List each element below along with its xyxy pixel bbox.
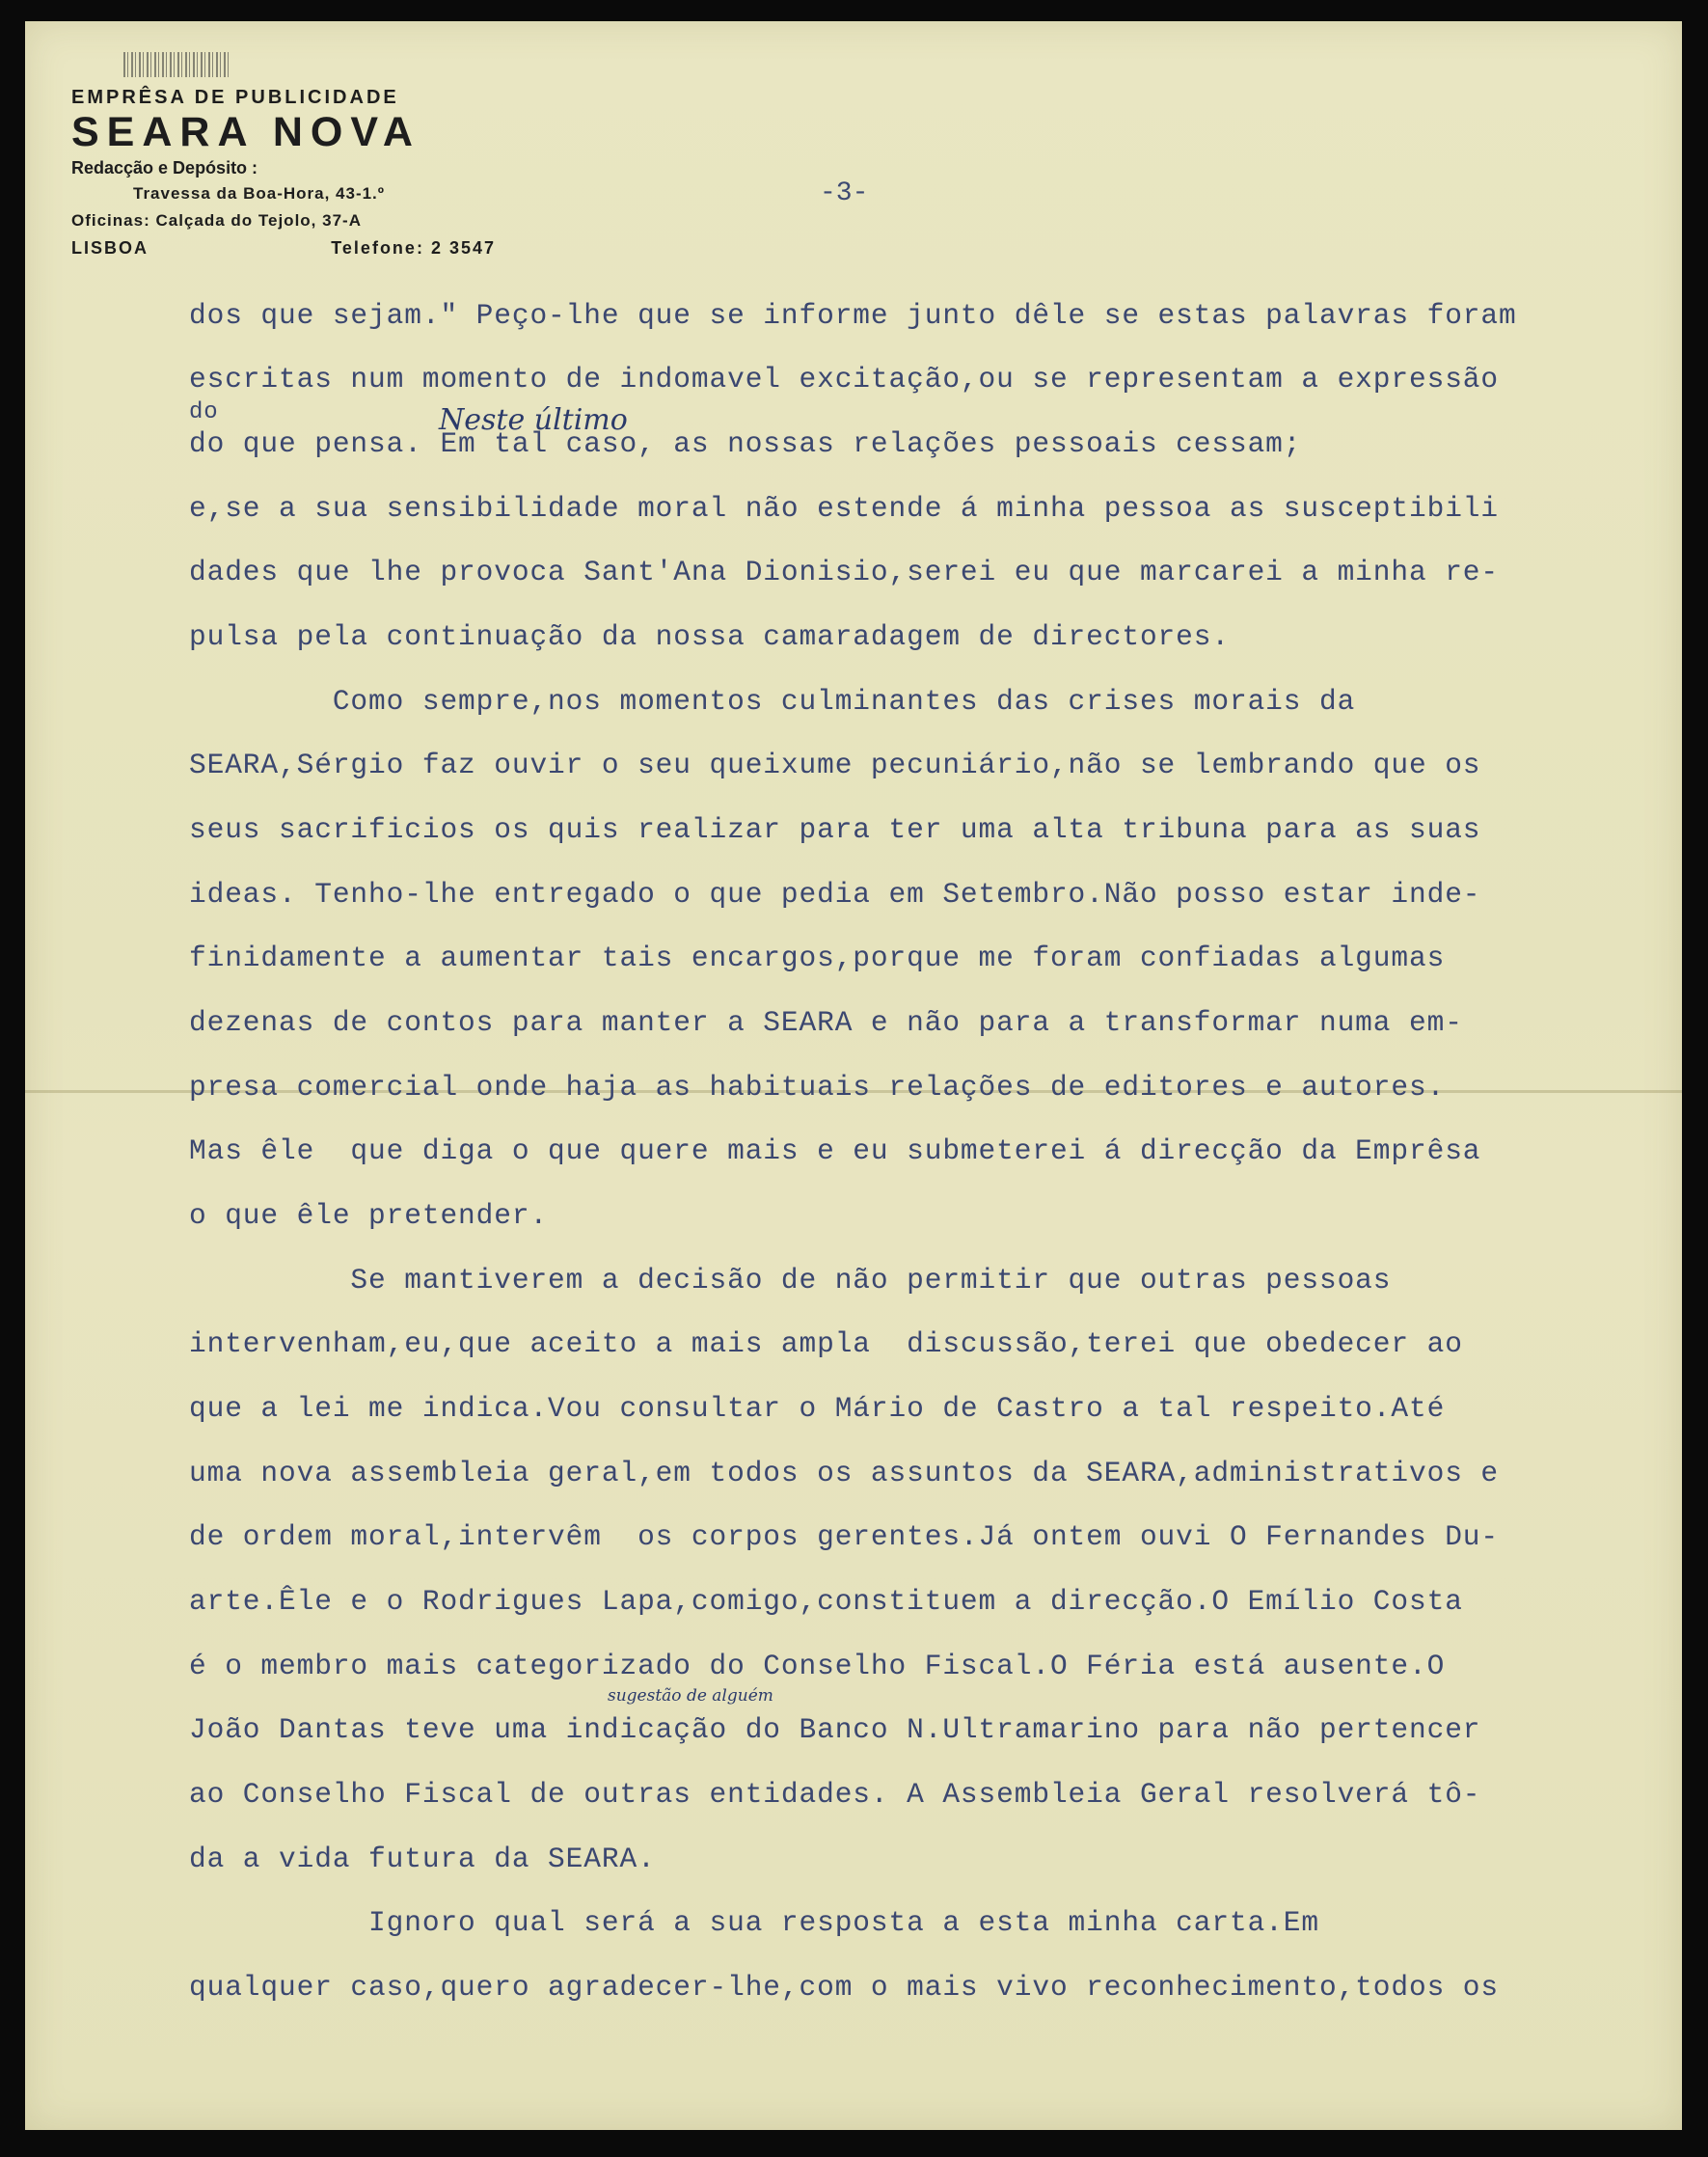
text-line: e,se a sua sensibilidade moral não estende á minha pessoa as susceptibili <box>189 492 1500 525</box>
text-line: dezenas de contos para manter a SEARA e não para a transformar numa em- <box>189 1006 1463 1039</box>
text-line: dos que sejam." Peço-lhe que se informe junto dêle se estas palavras foram <box>189 299 1517 332</box>
text-line: Ignoro qual será a sua resposta a esta minha carta.Em <box>189 1906 1319 1939</box>
letterhead-oficinas: Oficinas: Calçada do Tejolo, 37-A <box>71 211 362 230</box>
text-line: finidamente a aumentar tais encargos,porque me foram confiadas algumas <box>189 942 1446 974</box>
barcode-stamp <box>123 52 230 77</box>
text-line: de ordem moral,intervêm os corpos gerentes.Já ontem ouvi O Fernandes Du- <box>189 1520 1500 1553</box>
text-line: intervenham,eu,que aceito a mais ampla discussão,terei que obedecer ao <box>189 1327 1463 1360</box>
text-line: Se mantiverem a decisão de não permitir que outras pessoas <box>189 1264 1392 1297</box>
text-line: ao Conselho Fiscal de outras entidades. A Assembleia Geral resolverá tô- <box>189 1778 1481 1811</box>
text-line: do que pensa. Em tal caso, as nossas relações pessoais cessam; <box>189 427 1302 460</box>
page-number: -3- <box>820 178 869 208</box>
letterhead-company: EMPRÊSA DE PUBLICIDADE <box>71 87 399 108</box>
text-line: o que êle pretender. <box>189 1199 549 1232</box>
text-line: é o membro mais categorizado do Conselho Fiscal.O Féria está ausente.O <box>189 1650 1446 1682</box>
text-line: Como sempre,nos momentos culminantes das crises morais da <box>189 685 1356 718</box>
text-line: João Dantas teve uma indicação do Banco N.Ultramarino para não pertencer <box>189 1713 1481 1746</box>
letterhead-city-row <box>71 238 496 259</box>
text-line: SEARA,Sérgio faz ouvir o seu queixume pecuniário,não se lembrando que os <box>189 749 1481 781</box>
text-line: escritas num momento de indomavel excitação,ou se representam a expressão <box>189 363 1500 396</box>
letterhead-city: LISBOA <box>71 238 149 258</box>
letterhead <box>71 52 515 259</box>
letterhead-telefone: Telefone: 2 3547 <box>331 238 496 258</box>
letterhead-address: Travessa da Boa-Hora, 43-1.º <box>133 184 385 203</box>
letterhead-redaccao: Redacção e Depósito : <box>71 158 258 177</box>
text-line: presa comercial onde haja as habituais relações de editores e autores. <box>189 1071 1446 1104</box>
text-line: seus sacrificios os quis realizar para ter uma alta tribuna para as suas <box>189 813 1481 846</box>
text-line: dades que lhe provoca Sant'Ana Dionisio,serei eu que marcarei a minha re- <box>189 556 1500 588</box>
text-line: que a lei me indica.Vou consultar o Mário de Castro a tal respeito.Até <box>189 1392 1446 1425</box>
handwritten-correction: sugestão de alguém <box>608 1686 773 1706</box>
text-line: arte.Êle e o Rodrigues Lapa,comigo,constituem a direcção.O Emílio Costa <box>189 1585 1463 1618</box>
text-line: qualquer caso,quero agradecer-lhe,com o mais vivo reconhecimento,todos os <box>189 1971 1500 2004</box>
text-line: da a vida futura da SEARA. <box>189 1843 656 1875</box>
text-line: do <box>189 399 219 425</box>
text-line: pulsa pela continuação da nossa camaradagem de directores. <box>189 620 1230 653</box>
text-line: ideas. Tenho-lhe entregado o que pedia em Setembro.Não posso estar inde- <box>189 878 1481 911</box>
letterhead-name: SEARA NOVA <box>71 109 420 155</box>
text-line: uma nova assembleia geral,em todos os assuntos da SEARA,administrativos e <box>189 1457 1500 1489</box>
handwritten-correction: Neste último <box>439 403 628 437</box>
text-line: Mas êle que diga o que quere mais e eu submeterei á direcção da Emprêsa <box>189 1134 1481 1167</box>
